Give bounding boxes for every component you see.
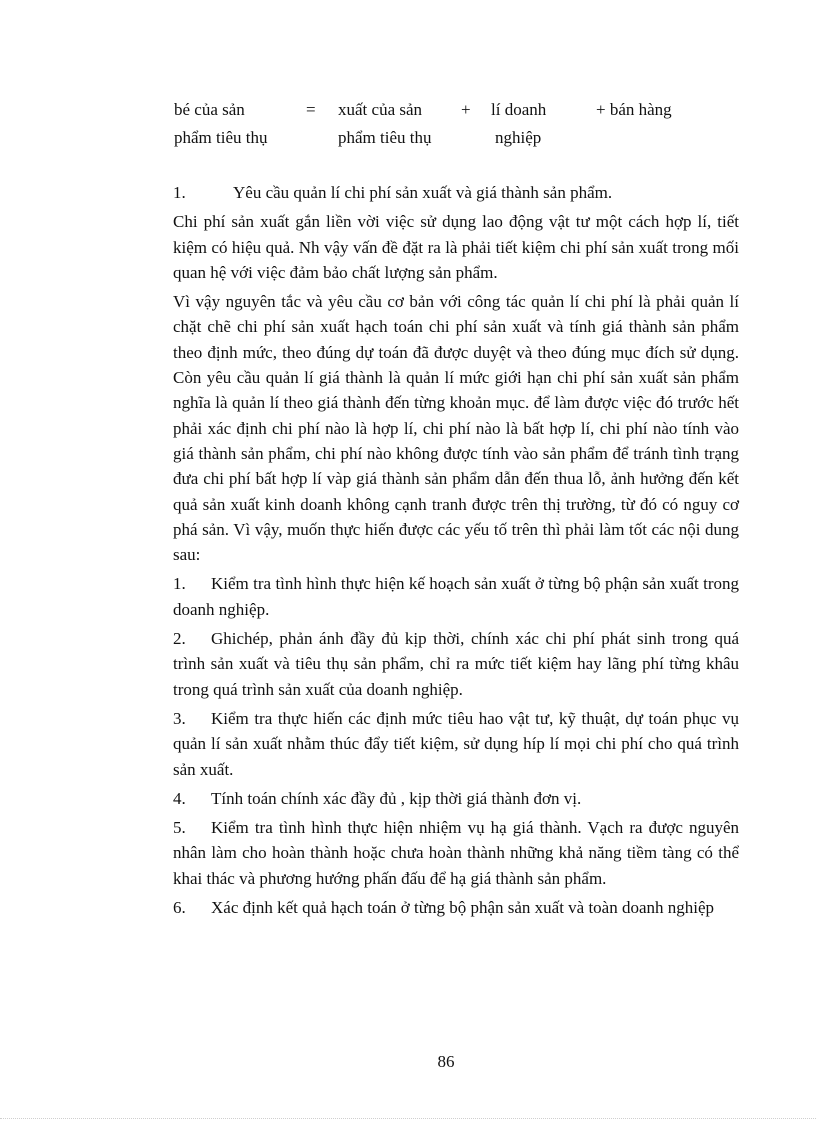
- list-item-text: Tính toán chính xác đầy đủ , kịp thời giá thành đơn vị.: [211, 788, 582, 808]
- formula-term-2a: xuất của sản: [338, 100, 423, 119]
- formula-term-3b: nghiệp: [495, 128, 542, 147]
- paragraph: Chi phí sản xuất gắn liền vời việc sử dụng lao động vật tư một cách hợp lí, tiết kiệm có hiệu quả. Nh vậy vấn đề đặt ra là phải tiết kiệm chi phí sản xuất trong mối quan hệ với việc đảm bảo chất lượng sản phẩm.: [173, 212, 739, 282]
- page-number: 86: [437, 1052, 455, 1071]
- section-heading-number: 1.: [173, 183, 186, 202]
- formula-term-3a: lí doanh: [491, 100, 547, 119]
- formula-row-1: [174, 96, 714, 124]
- list-item-number: 4.: [173, 788, 186, 808]
- page-bottom-divider: [0, 1118, 816, 1119]
- document-body: [173, 180, 739, 920]
- list-item: [173, 571, 739, 622]
- list-item-text: Xác định kết quả hạch toán ở từng bộ phận sản xuất và toàn doanh nghiệp: [211, 898, 715, 918]
- list-item-number: 2.: [173, 629, 186, 649]
- list-item-number: 1.: [173, 574, 186, 594]
- paragraph: Vì vậy nguyên tắc và yêu cầu cơ bản với công tác quản lí chi phí là phải quản lí chặt chẽ chi phí sản xuất hạch toán chi phí sản xuất và tính giá thành sản phẩm theo định mức, theo đúng dự toán đã được duyệt và theo đúng mục đích sử dụng. Còn yêu cầu quản lí giá thành là quản lí mức giới hạn chi phí sản xuất sản phẩm nghĩa là quản lí theo giá thành đến từng khoản mục. để làm được việc đó trước hết phải xác định chi phí nào là hợp lí, chi phí nào là bất hợp lí, chi phí nào tính vào giá thành sản phẩm, chi phí nào không được tính vào sản phẩm để tránh tình trạng đưa chi phí bất hợp lí vàp giá thành sản phẩm dẫn đến thua lỗ, ảnh hưởng đến kết quả sản xuất kinh doanh không cạnh tranh được trên thị trường, từ đó có nguy cơ phá sản. Vì vậy, muốn thực hiến được các yếu tố trên thì phải làm tốt các nội dung sau:: [173, 292, 739, 565]
- formula-term-1b: phẩm tiêu thụ: [174, 128, 268, 147]
- list-item: [173, 706, 739, 782]
- formula-term-4a: + bán hàng: [596, 100, 672, 119]
- list-item: [173, 786, 739, 811]
- list-item: [173, 626, 739, 702]
- list-item: [173, 895, 739, 920]
- formula-term-1a: bé của sản: [174, 100, 245, 119]
- formula-plus-1: +: [461, 100, 471, 119]
- formula-term-2b: phẩm tiêu thụ: [338, 128, 432, 147]
- section-heading-text: Yêu cầu quản lí chi phí sản xuất và giá thành sản phẩm.: [233, 183, 613, 202]
- list-item-number: 3.: [173, 708, 186, 728]
- list-item-number: 5.: [173, 818, 186, 838]
- list-item-text: Kiểm tra tình hình thực hiện nhiệm vụ hạ giá thành. Vạch ra được nguyên nhân làm cho hoàn thành hoặc chưa hoàn thành những khả năng tiềm tàng có thể khai thác và phương hướng phấn đấu để hạ giá thành sản phẩm.: [173, 818, 739, 888]
- list-item-text: Kiểm tra thực hiến các định mức tiêu hao vật tư, kỹ thuật, dự toán phục vụ quản lí sản xuất nhằm thúc đẩy tiết kiệm, sử dụng híp lí mọi chi phí cho quá trình sản xuất.: [173, 708, 739, 779]
- section-heading: [173, 180, 739, 205]
- formula-equals: =: [306, 100, 316, 119]
- cost-formula: [174, 96, 714, 152]
- list-item-number: 6.: [173, 898, 186, 918]
- list-item: [173, 815, 739, 891]
- formula-row-2: [174, 124, 714, 152]
- list-item-text: Kiểm tra tình hình thực hiện kế hoạch sản xuất ở từng bộ phận sản xuất trong doanh nghiệp.: [173, 574, 739, 619]
- list-item-text: Ghichép, phản ánh đầy đủ kịp thời, chính xác chi phí phát sinh trong quá trình sản xuất và tiêu thụ sản phẩm, chỉ ra mức tiết kiệm hay lãng phí từng khâu trong quá trình sản xuất của doanh nghiệp.: [173, 629, 739, 699]
